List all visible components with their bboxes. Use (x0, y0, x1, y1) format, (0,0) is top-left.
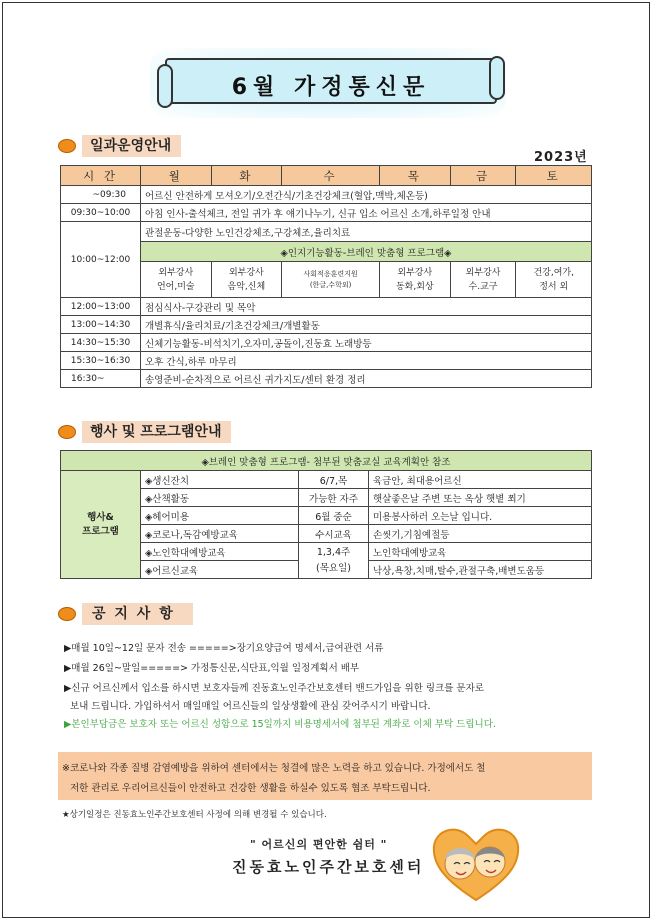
section-event-label: 행사 및 프로그램안내 (82, 421, 231, 443)
notice-item: ▶신규 어르신께서 입소를 하시면 보호자들께 진동효노인주간보호센터 밴드가입을 위한 링크를 문자로 (64, 683, 484, 694)
event-when-line: 1,3,4주 (316, 546, 351, 558)
time-cell: 09:30~10:00 (61, 204, 141, 222)
sub-line: 외부강사 (397, 267, 433, 278)
sub-cell-mon (141, 262, 212, 298)
table-row (61, 222, 592, 242)
event-desc: 노인학대예방교육 (369, 543, 592, 561)
section-schedule-header (58, 135, 181, 157)
time-cell: 14:30~15:30 (61, 334, 141, 352)
section-event-header (58, 421, 231, 443)
page-title: 6월 가정통신문 (231, 75, 431, 100)
time-cell: ~09:30 (61, 186, 141, 204)
notice-item: ▶매월 26일~말일=====> 가정통신문,식단표,익월 일정계획서 배부 (64, 663, 360, 674)
sub-line: 사회적응훈련지원 (303, 269, 358, 278)
event-name: ◈생신잔치 (141, 471, 299, 489)
sub-line: 건강,여가, (533, 267, 574, 278)
sub-line: 외부강사 (158, 267, 194, 278)
sub-cell-wed (282, 262, 380, 298)
sub-line: 동화,회상 (395, 281, 434, 292)
event-desc: 육금안, 최대용어르신 (369, 471, 592, 489)
event-name: ◈산책활동 (141, 489, 299, 507)
event-name: ◈어르신교육 (141, 561, 299, 579)
header-sat: 토 (516, 166, 592, 186)
sub-line: 외부강사 (228, 267, 264, 278)
table-row (61, 489, 592, 507)
event-when: 6/7,목 (299, 471, 369, 489)
event-name: ◈헤어미용 (141, 507, 299, 525)
activity-cell: 관절운동-다양한 노인건강체조,구강체조,율리치료 (141, 222, 592, 242)
activity-cell: 송영준비-순차적으로 어르신 귀가지도/센터 환경 정리 (141, 370, 592, 388)
year-label: 2023년 (534, 150, 588, 165)
bullet-dot-icon (58, 425, 76, 439)
bullet-dot-icon (58, 607, 76, 621)
sub-line: (한글,수학외) (309, 280, 352, 289)
sub-cell-sat (516, 262, 592, 298)
title-banner (165, 58, 497, 104)
table-row (61, 352, 592, 370)
table-row (61, 471, 592, 489)
table-row (61, 242, 592, 262)
event-desc: 햇살좋은날 주변 또는 옥상 햇볕 쬐기 (369, 489, 592, 507)
event-when: 6월 중순 (299, 507, 369, 525)
event-table (60, 450, 592, 579)
sub-cell-fri (450, 262, 516, 298)
time-cell: 10:00~12:00 (61, 222, 141, 298)
table-row (61, 298, 592, 316)
table-row (61, 186, 592, 204)
time-cell: 13:00~14:30 (61, 316, 141, 334)
time-cell: 12:00~13:00 (61, 298, 141, 316)
covid-notice-line: 저한 관리로 우리어르신들이 안전하고 건강한 생활을 하실수 있도록 협조 부탁드립니다. (70, 783, 431, 794)
program-label-cell (61, 471, 141, 579)
table-row (61, 507, 592, 525)
sub-line: 음악,신체 (227, 281, 266, 292)
event-when: 수시교육 (299, 525, 369, 543)
notice-item-cont: 보내 드립니다. 가입하셔서 매일매일 어르신들의 일상생활에 관심 갖어주시기 바랍니다. (70, 701, 431, 712)
table-row (61, 525, 592, 543)
event-when (299, 543, 369, 579)
schedule-header-row (61, 166, 592, 186)
center-name: 진동효노인주간보호센터 (232, 858, 425, 876)
elderly-couple-logo (428, 822, 524, 904)
sub-cell-tue (211, 262, 282, 298)
time-cell: 15:30~16:30 (61, 352, 141, 370)
slogan: " 어르신의 편안한 쉼터 " (250, 838, 388, 851)
schedule-table (60, 165, 592, 388)
table-row (61, 334, 592, 352)
program-label-line: 프로그램 (82, 525, 119, 537)
table-row (61, 204, 592, 222)
table-row (61, 543, 592, 561)
header-tue: 화 (211, 166, 282, 186)
event-desc: 손씻기,기침예절등 (369, 525, 592, 543)
header-time: 시 간 (61, 166, 141, 186)
activity-cell: 아침 인사-출석체크, 전일 귀가 후 얘기나누기, 신규 입소 어르신 소개,하루일정 안내 (141, 204, 592, 222)
activity-cell: 개별휴식/율리치료/기초건강체크/개별활동 (141, 316, 592, 334)
section-schedule-label: 일과운영안내 (82, 135, 181, 157)
event-desc: 미용봉사하러 오는날 입니다. (369, 507, 592, 525)
table-row (61, 262, 592, 298)
activity-cell: 어르신 안전하게 모셔오기/오전간식/기초건강체크(혈압,맥박,체온등) (141, 186, 592, 204)
covid-notice-line: ※코로나와 각종 질병 감염예방을 위하여 센터에서는 청결에 많은 노력을 하고 있습니다. 가정에서도 철 (62, 763, 486, 774)
section-notice-header (58, 603, 193, 625)
brain-program-banner: ◈인지기능활동-브레인 맞춤형 프로그램◈ (141, 242, 592, 262)
event-when: 가능한 자주 (299, 489, 369, 507)
bullet-dot-icon (58, 139, 76, 153)
table-row (61, 370, 592, 388)
event-name: ◈노인학대예방교육 (141, 543, 299, 561)
sub-cell-thu (380, 262, 451, 298)
activity-cell: 신체기능활동-비석치기,오자미,공돌이,진동효 노래방등 (141, 334, 592, 352)
sub-line: 외부강사 (465, 267, 501, 278)
event-when-line: (목요일) (316, 562, 351, 574)
header-fri: 금 (450, 166, 516, 186)
header-mon: 월 (141, 166, 212, 186)
table-row (61, 451, 592, 471)
time-cell: 16:30~ (61, 370, 141, 388)
section-notice-label: 공 지 사 항 (82, 603, 193, 625)
table-row (61, 316, 592, 334)
notice-item: ▶매월 10일~12일 문자 전송 =====>장기요양급여 명세서,급여관련 서류 (64, 643, 384, 654)
sub-line: 언어,미술 (156, 281, 195, 292)
sub-line: 수.교구 (468, 281, 498, 292)
event-desc: 낙상,욕창,치매,탈수,관절구축,배변도움등 (369, 561, 592, 579)
event-name: ◈코로나,독감예방교육 (141, 525, 299, 543)
footnote: ★상기일정은 진동효노인주간보호센터 사정에 의해 변경될 수 있습니다. (62, 810, 327, 820)
header-thu: 목 (380, 166, 451, 186)
program-label-line: 행사& (87, 511, 114, 523)
notice-item-payment: ▶본인부담금은 보호자 또는 어르신 성함으로 15일까지 비용명세서에 첨부된 계좌로 이체 부탁 드립니다. (64, 719, 496, 730)
activity-cell: 점심식사-구강관리 및 목악 (141, 298, 592, 316)
event-banner: ◈브레인 맞춤형 프로그램- 첨부된 맞춤교실 교육계획안 참조 (61, 451, 592, 471)
activity-cell: 오후 간식,하루 마무리 (141, 352, 592, 370)
header-wed: 수 (282, 166, 380, 186)
sub-line: 정서 외 (539, 281, 569, 292)
